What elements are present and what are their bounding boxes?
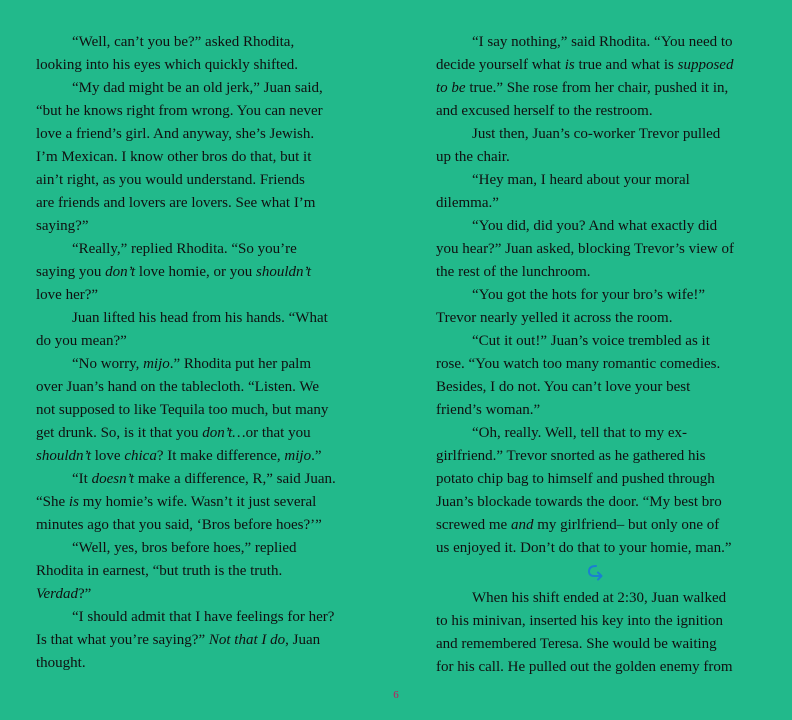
text-line xyxy=(436,587,756,610)
text-line xyxy=(36,629,356,652)
text-line xyxy=(436,54,756,77)
text-run: , Juan xyxy=(285,632,321,648)
text-run: Besides, I do not. You can’t love your best xyxy=(436,379,691,395)
italic-text: is xyxy=(564,57,575,73)
italic-text: mijo xyxy=(284,448,312,464)
text-line xyxy=(436,399,756,422)
text-run: “Well, yes, bros before hoes,” replied xyxy=(72,540,297,556)
text-line xyxy=(36,491,356,514)
text-line xyxy=(36,77,356,100)
text-line xyxy=(436,330,756,353)
text-run: Trevor nearly yelled it across the room. xyxy=(436,310,673,326)
text-run: .” xyxy=(311,448,322,464)
text-line xyxy=(36,583,356,606)
text-line xyxy=(36,537,356,560)
text-run: “It xyxy=(72,471,92,487)
text-run: true.” She rose from her chair, pushed it in, xyxy=(465,80,729,96)
text-run: looking into his eyes which quickly shifted. xyxy=(36,57,299,73)
text-line xyxy=(36,560,356,583)
text-line xyxy=(436,633,756,656)
text-run: up the chair. xyxy=(436,149,510,165)
text-run: dilemma.” xyxy=(436,195,499,211)
text-run: us enjoyed it. Don’t do that to your homie, man.” xyxy=(436,540,732,556)
text-line xyxy=(436,307,756,330)
text-line xyxy=(36,146,356,169)
text-line xyxy=(36,353,356,376)
text-line xyxy=(36,422,356,445)
text-line xyxy=(436,491,756,514)
text-line xyxy=(436,537,756,560)
text-run: my girlfriend– but only one of xyxy=(533,517,720,533)
text-line xyxy=(436,100,756,123)
text-run: “No worry, xyxy=(72,356,144,372)
text-run: love homie, or you xyxy=(135,264,256,280)
scene-break-arrow-icon xyxy=(586,563,606,581)
text-line xyxy=(36,100,356,123)
text-line xyxy=(36,445,356,468)
text-run: for his call. He pulled out the golden enemy from xyxy=(436,659,733,675)
text-line xyxy=(36,330,356,353)
text-run: “Hey man, I heard about your moral xyxy=(472,172,690,188)
text-run: and excused herself to the restroom. xyxy=(436,103,653,119)
text-run: “I should admit that I have feelings for her? xyxy=(72,609,335,625)
text-line xyxy=(436,31,756,54)
italic-text: don’t xyxy=(105,264,136,280)
text-line xyxy=(36,169,356,192)
text-line xyxy=(36,307,356,330)
text-run: saying you xyxy=(36,264,106,280)
text-line xyxy=(36,238,356,261)
text-run: true and what is xyxy=(574,57,678,73)
text-run: “Oh, really. Well, tell that to my ex- xyxy=(472,425,687,441)
text-run: or that you xyxy=(245,425,311,441)
text-line xyxy=(436,238,756,261)
text-run: not supposed to like Tequila too much, but many xyxy=(36,402,329,418)
text-run: girlfriend.” Trevor snorted as he gathered his xyxy=(436,448,706,464)
text-run: ?” xyxy=(77,586,92,602)
text-run: “My dad might be an old jerk,” Juan said, xyxy=(72,80,323,96)
text-line xyxy=(436,261,756,284)
text-run: make a difference, R,” said Juan. xyxy=(134,471,336,487)
text-run: the rest of the lunchroom. xyxy=(436,264,591,280)
text-line xyxy=(36,284,356,307)
text-run: you hear?” Juan asked, blocking Trevor’s view of xyxy=(436,241,734,257)
text-line xyxy=(36,514,356,537)
text-run: I’m Mexican. I know other bros do that, but it xyxy=(36,149,312,165)
text-run: decide yourself what xyxy=(436,57,565,73)
text-run: do you mean?” xyxy=(36,333,127,349)
text-line xyxy=(436,77,756,100)
text-line xyxy=(436,353,756,376)
text-run: my homie’s wife. Wasn’t it just several xyxy=(78,494,317,510)
italic-text: to be xyxy=(436,80,466,96)
italic-text: Verdad xyxy=(36,586,78,602)
text-run: “I say nothing,” said Rhodita. “You need to xyxy=(472,34,733,50)
text-run: Is that what you’re saying?” xyxy=(36,632,209,648)
text-run: .” Rhodita put her palm xyxy=(169,356,311,372)
italic-text: is xyxy=(68,494,79,510)
text-line xyxy=(436,284,756,307)
text-run: “You got the hots for your bro’s wife!” xyxy=(472,287,706,303)
italic-text: shouldn’t xyxy=(36,448,92,464)
page-number: 6 xyxy=(393,689,399,701)
text-run: Juan’s blockade towards the door. “My best bro xyxy=(436,494,722,510)
text-line xyxy=(436,169,756,192)
text-run: “Cut it out!” Juan’s voice trembled as it xyxy=(472,333,710,349)
text-run: to his minivan, inserted his key into the ignition xyxy=(436,613,724,629)
text-line xyxy=(36,468,356,491)
italic-text: and xyxy=(510,517,534,533)
text-run: over Juan’s hand on the tablecloth. “Listen. We xyxy=(36,379,320,395)
text-line xyxy=(36,606,356,629)
text-run: get drunk. So, is it that you xyxy=(36,425,203,441)
italic-text: shouldn’t xyxy=(256,264,312,280)
italic-text: doesn’t xyxy=(91,471,135,487)
text-run: Juan lifted his head from his hands. “What xyxy=(72,310,328,326)
text-run: ain’t right, as you would understand. Friends xyxy=(36,172,305,188)
text-line xyxy=(36,652,356,675)
italic-text: mijo xyxy=(143,356,170,372)
text-line xyxy=(436,146,756,169)
right-text-column xyxy=(436,31,756,679)
text-run: “She xyxy=(36,494,69,510)
text-line xyxy=(436,123,756,146)
text-line xyxy=(36,54,356,77)
text-line xyxy=(436,656,756,679)
text-run: When his shift ended at 2:30, Juan walked xyxy=(472,590,727,606)
text-run: thought. xyxy=(36,655,86,671)
text-run: rose. “You watch too many romantic comedies. xyxy=(436,356,721,372)
text-line xyxy=(36,215,356,238)
text-run: potato chip bag to himself and pushed through xyxy=(436,471,715,487)
text-line xyxy=(436,422,756,445)
text-line xyxy=(36,261,356,284)
text-line xyxy=(436,376,756,399)
left-text-column xyxy=(36,31,356,675)
text-run: ? It make difference, xyxy=(156,448,285,464)
text-run: love xyxy=(91,448,125,464)
text-line xyxy=(436,445,756,468)
text-run: screwed me xyxy=(436,517,511,533)
italic-text: don’t… xyxy=(202,425,246,441)
text-run: are friends and lovers are lovers. See what I’m xyxy=(36,195,316,211)
text-run: “You did, did you? And what exactly did xyxy=(472,218,718,234)
scene-break xyxy=(436,560,756,583)
text-run: “Well, can’t you be?” asked Rhodita, xyxy=(72,34,295,50)
text-line xyxy=(36,376,356,399)
text-line xyxy=(36,192,356,215)
text-line xyxy=(436,514,756,537)
text-run: Just then, Juan’s co-worker Trevor pulled xyxy=(472,126,721,142)
text-line xyxy=(36,123,356,146)
text-line xyxy=(436,468,756,491)
text-run: minutes ago that you said, ‘Bros before hoes?’” xyxy=(36,517,322,533)
italic-text: chica xyxy=(124,448,157,464)
text-line xyxy=(436,610,756,633)
text-run: “Really,” replied Rhodita. “So you’re xyxy=(72,241,297,257)
text-run: saying?” xyxy=(36,218,89,234)
italic-text: supposed xyxy=(677,57,734,73)
italic-text: Not that I do xyxy=(208,632,286,648)
text-line xyxy=(436,192,756,215)
text-run: Rhodita in earnest, “but truth is the truth. xyxy=(36,563,283,579)
text-line xyxy=(36,399,356,422)
text-line xyxy=(36,31,356,54)
text-run: “but he knows right from wrong. You can never xyxy=(36,103,323,119)
text-line xyxy=(436,215,756,238)
text-run: love her?” xyxy=(36,287,99,303)
text-run: love a friend’s girl. And anyway, she’s Jewish. xyxy=(36,126,315,142)
text-run: and remembered Teresa. She would be waiting xyxy=(436,636,717,652)
text-run: friend’s woman.” xyxy=(436,402,541,418)
